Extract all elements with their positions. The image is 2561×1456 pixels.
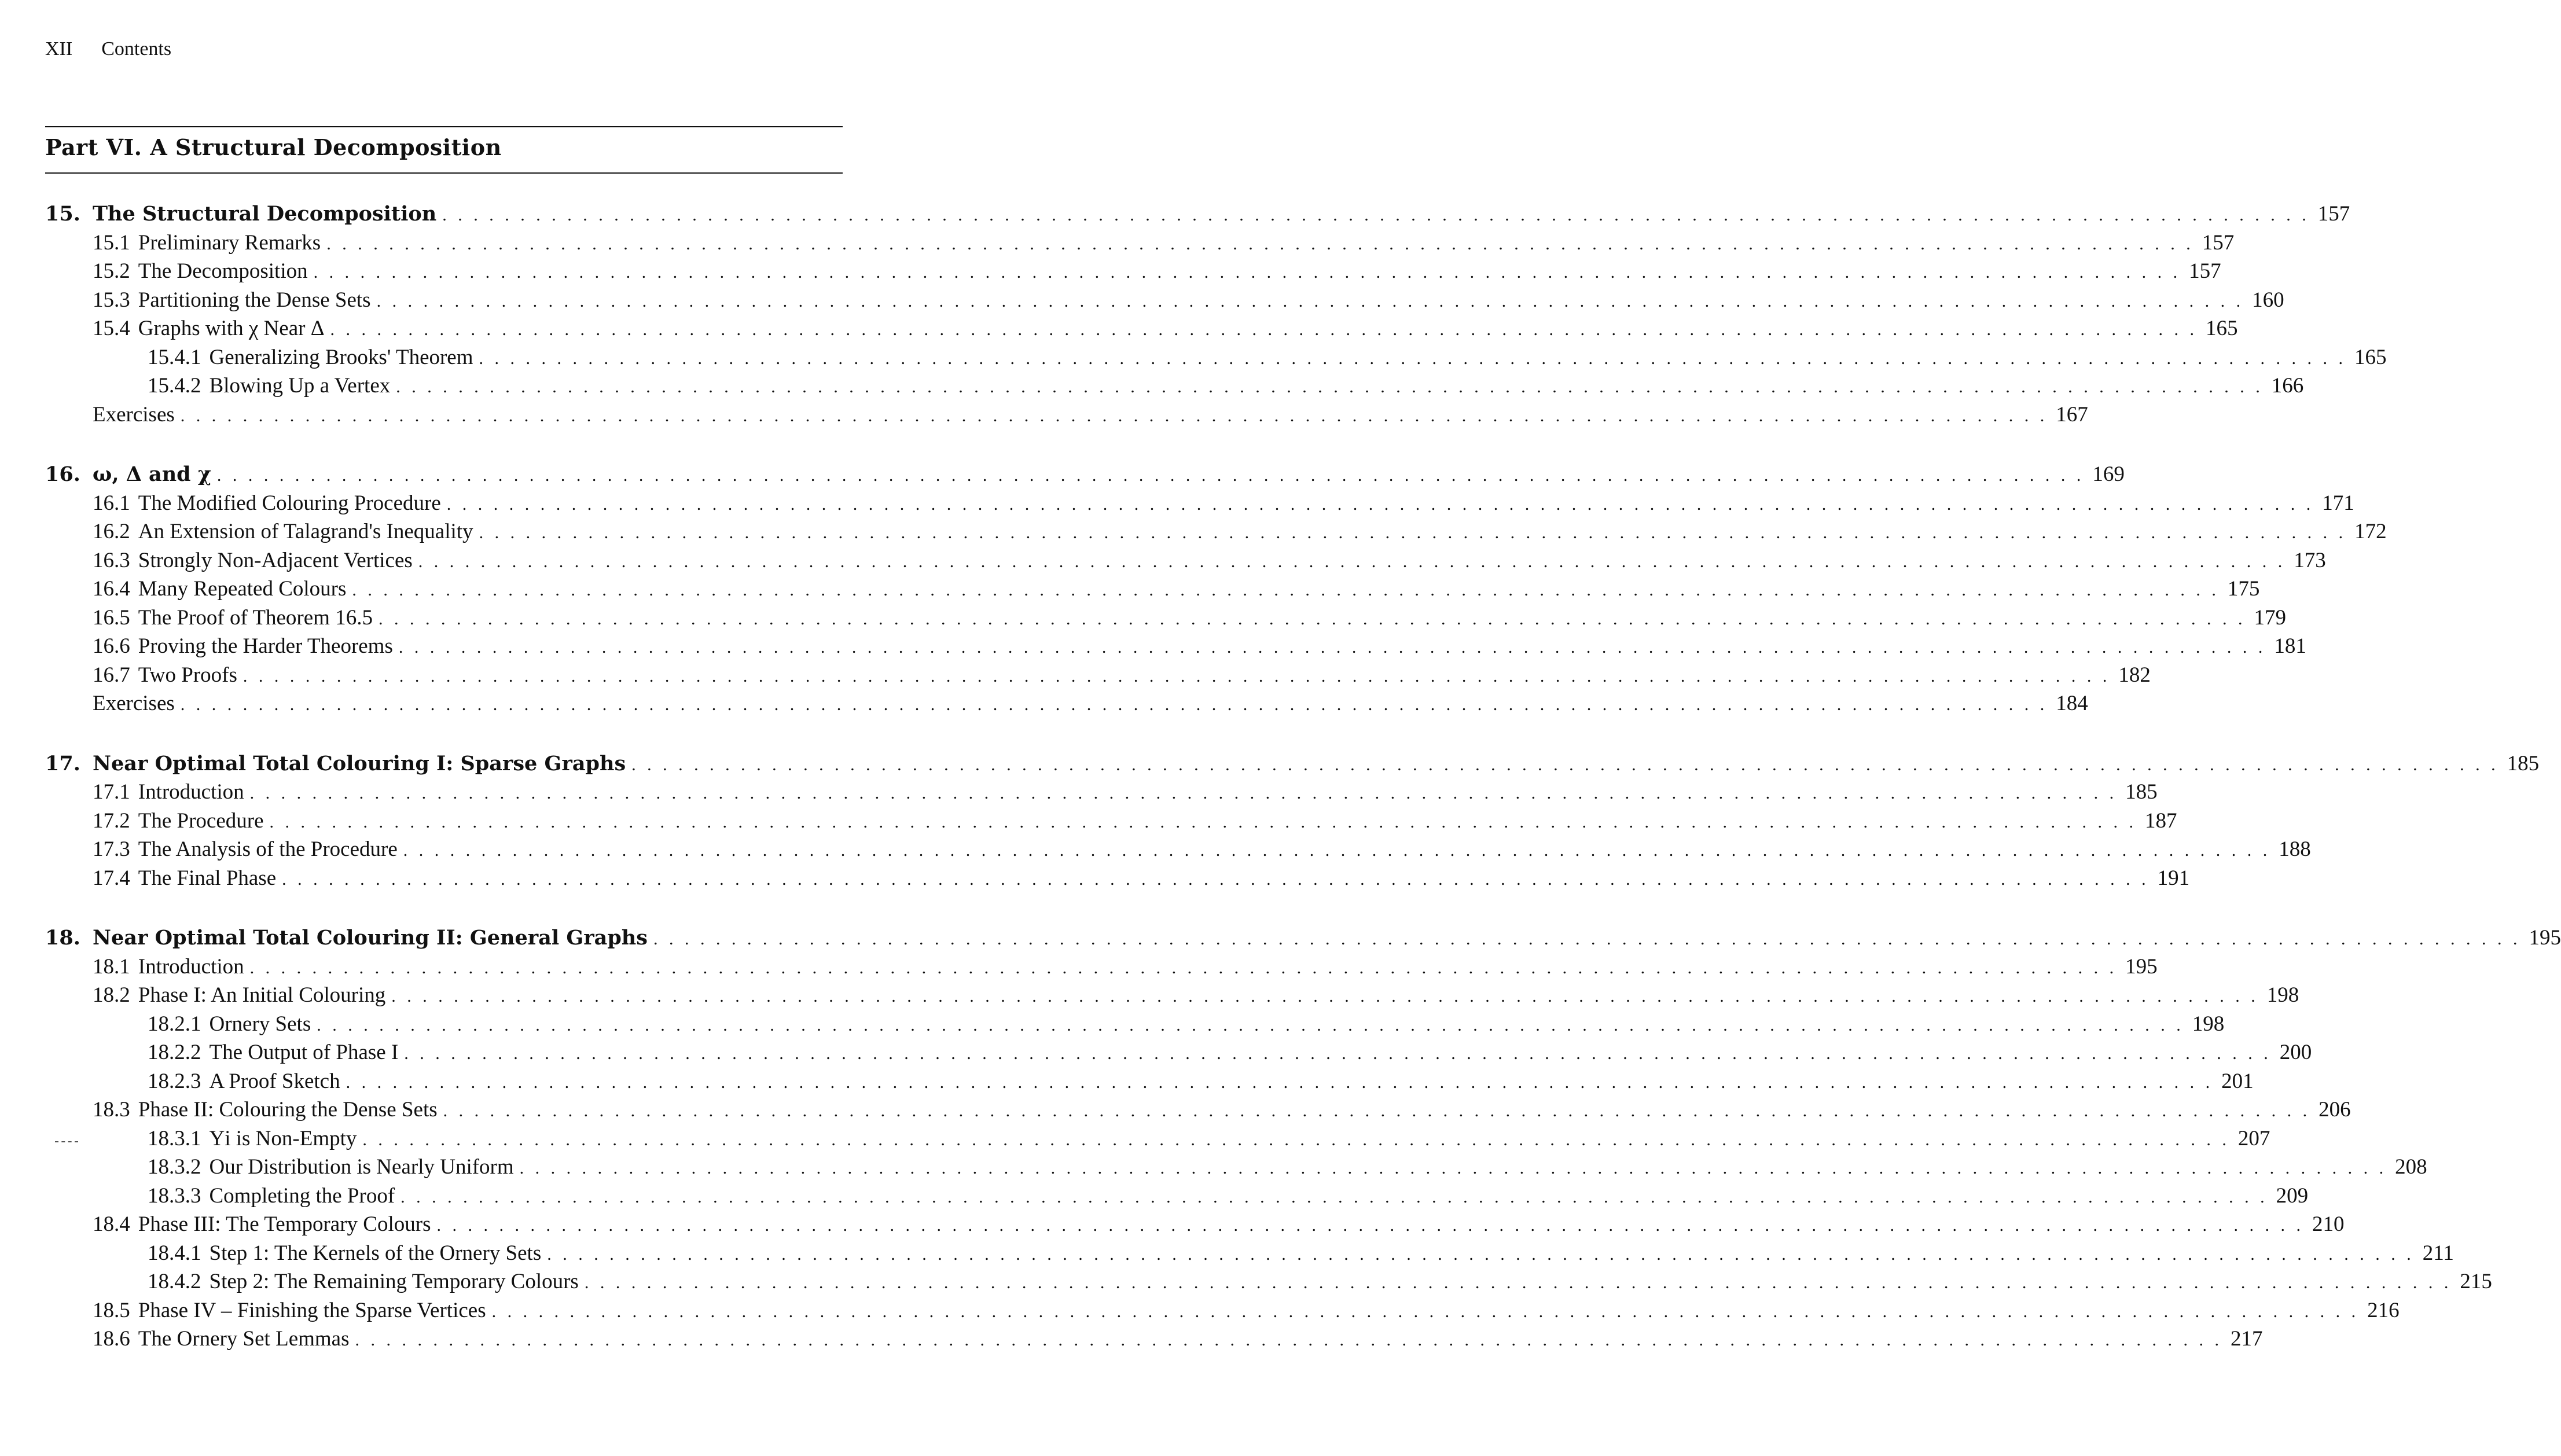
toc-section-line[interactable]: [0, 1124, 2270, 1153]
section-label: [148, 1182, 400, 1211]
toc-entry: [148, 1267, 2492, 1297]
toc-chapter-line[interactable]: [0, 460, 2125, 489]
toc-section-line[interactable]: [0, 604, 2286, 633]
section-label: [93, 807, 270, 836]
section-title: The Output of Phase I: [209, 1040, 399, 1064]
section-title: Phase I: An Initial Colouring: [138, 983, 386, 1007]
section-title: Blowing Up a Vertex: [209, 374, 391, 398]
section-label: [93, 778, 250, 807]
toc-section-line[interactable]: [0, 286, 2284, 315]
dot-leader: . . . . . . . . . . . . . . . . . . . . . . . . . . . . . . . . . . . . . . . . . . . . . . . . . . . . . . . . . . . . . . . . . . . . . . . . . . . . . . . . . . . . . . . . . . . . . . . . . . . . . . . . . . . . . . . . . . . . . . . .: [313, 263, 2181, 282]
chapter-title: Near Optimal Total Colouring II: General Graphs: [93, 926, 648, 950]
section-page: 171: [2322, 491, 2354, 515]
section-title: Two Proofs: [138, 663, 237, 687]
toc-chapter: [0, 749, 2540, 893]
toc-section-line[interactable]: [0, 807, 2177, 836]
section-title: Step 2: The Remaining Temporary Colours: [209, 1270, 579, 1293]
dot-leader: . . . . . . . . . . . . . . . . . . . . . . . . . . . . . . . . . . . . . . . . . . . . . . . . . . . . . . . . . . . . . . . . . . . . . . . . . . . . . . . . . . . . . . . . . . . . . . . . . . . . . . . . . . . . . . . . . . . . . . . .: [653, 929, 2521, 948]
section-page: 173: [2294, 548, 2326, 572]
dot-leader: . . . . . . . . . . . . . . . . . . . . . . . . . . . . . . . . . . . . . . . . . . . . . . . . . . . . . . . . . . . . . . . . . . . . . . . . . . . . . . . . . . . . . . . . . . . . . . . . . . . . . . . . . . . . . . . . . . . . . . . .: [403, 841, 2271, 860]
dot-leader: . . . . . . . . . . . . . . . . . . . . . . . . . . . . . . . . . . . . . . . . . . . . . . . . . . . . . . . . . . . . . . . . . . . . . . . . . . . . . . . . . . . . . . . . . . . . . . . . . . . . . . . . . . . . . . . . . . . . . . . .: [436, 1216, 2304, 1235]
section-title: Exercises: [93, 692, 175, 715]
part-bottom-rule: [45, 172, 843, 174]
section-label: [93, 1095, 443, 1124]
toc-entry: [93, 835, 2311, 865]
section-label: [93, 632, 399, 661]
dot-leader: . . . . . . . . . . . . . . . . . . . . . . . . . . . . . . . . . . . . . . . . . . . . . . . . . . . . . . . . . . . . . . . . . . . . . . . . . . . . . . . . . . . . . . . . . . . . . . . . . . . . . . . . . . . . . . . . . . . . . . . .: [376, 291, 2244, 311]
toc-section-line[interactable]: [0, 1010, 2225, 1039]
part-top-rule: [45, 126, 843, 127]
dot-leader: . . . . . . . . . . . . . . . . . . . . . . . . . . . . . . . . . . . . . . . . . . . . . . . . . . . . . . . . . . . . . . . . . . . . . . . . . . . . . . . . . . . . . . . . . . . . . . . . . . . . . . . . . . . . . . . . . . . . . . . .: [180, 406, 2048, 425]
section-title: Phase II: Colouring the Dense Sets: [138, 1098, 438, 1122]
section-number: 18.1: [93, 954, 130, 979]
section-label: [93, 575, 352, 604]
section-number: 15.4.2: [148, 374, 201, 398]
toc-entry: [93, 517, 2387, 547]
section-title: Generalizing Brooks' Theorem: [209, 345, 473, 369]
dot-leader: . . . . . . . . . . . . . . . . . . . . . . . . . . . . . . . . . . . . . . . . . . . . . . . . . . . . . . . . . . . . . . . . . . . . . . . . . . . . . . . . . . . . . . . . . . . . . . . . . . . . . . . . . . . . . . . . . . . . . . . .: [249, 958, 2118, 977]
dot-leader: . . . . . . . . . . . . . . . . . . . . . . . . . . . . . . . . . . . . . . . . . . . . . . . . . . . . . . . . . . . . . . . . . . . . . . . . . . . . . . . . . . . . . . . . . . . . . . . . . . . . . . . . . . . . . . . . . . . . . . . .: [180, 695, 2048, 714]
dot-leader: . . . . . . . . . . . . . . . . . . . . . . . . . . . . . . . . . . . . . . . . . . . . . . . . . . . . . . . . . . . . . . . . . . . . . . . . . . . . . . . . . . . . . . . . . . . . . . . . . . . . . . . . . . . . . . . . . . . . . . . .: [491, 1301, 2360, 1321]
section-label: [93, 546, 418, 575]
section-page: 207: [2237, 1126, 2270, 1150]
section-title: Preliminary Remarks: [138, 230, 321, 255]
section-title: Step 1: The Kernels of the Ornery Sets: [209, 1241, 542, 1265]
section-label: [93, 1296, 492, 1325]
toc-entry: [148, 1124, 2270, 1154]
section-page: 160: [2252, 288, 2284, 312]
dot-leader: . . . . . . . . . . . . . . . . . . . . . . . . . . . . . . . . . . . . . . . . . . . . . . . . . . . . . . . . . . . . . . . . . . . . . . . . . . . . . . . . . . . . . . . . . . . . . . . . . . . . . . . . . . . . . . . . . . . . . . . .: [396, 377, 2264, 396]
toc-section-line[interactable]: [0, 1210, 2345, 1239]
toc-section-line[interactable]: [0, 372, 2304, 400]
section-title: The Decomposition: [138, 259, 308, 283]
section-page: 188: [2279, 837, 2311, 861]
section-title: Υi is Non-Empty: [209, 1126, 357, 1150]
section-page: 201: [2221, 1069, 2254, 1093]
section-title: A Proof Sketch: [209, 1069, 340, 1093]
toc-entry: [93, 460, 2125, 490]
section-label: [93, 400, 181, 429]
toc-chapter-line[interactable]: [0, 924, 2561, 953]
toc-section-line[interactable]: [0, 1153, 2427, 1182]
toc-entry: [93, 953, 2158, 983]
section-title: Completing the Proof: [209, 1183, 395, 1208]
section-number: 15.4.1: [148, 345, 201, 369]
toc-chapter: [0, 924, 2561, 1354]
toc-entry: [148, 1038, 2312, 1068]
section-label: [93, 517, 479, 546]
dot-leader: . . . . . . . . . . . . . . . . . . . . . . . . . . . . . . . . . . . . . . . . . . . . . . . . . . . . . . . . . . . . . . . . . . . . . . . . . . . . . . . . . . . . . . . . . . . . . . . . . . . . . . . . . . . . . . . . . . . . . . . .: [355, 1330, 2222, 1350]
toc-entry: [93, 807, 2177, 837]
section-number: 15.4: [93, 317, 130, 340]
toc-section-line[interactable]: [0, 314, 2238, 343]
section-number: 16.3: [93, 548, 130, 572]
section-page: 185: [2125, 780, 2158, 804]
toc-entry: [93, 546, 2326, 576]
toc-entry: [148, 1010, 2225, 1040]
section-title: Ornery Sets: [209, 1012, 311, 1036]
section-number: 18.4.2: [148, 1270, 201, 1293]
toc-entry: [93, 689, 2088, 719]
section-page: 165: [2354, 345, 2387, 369]
section-page: 195: [2125, 954, 2158, 979]
toc-section-line[interactable]: [0, 1095, 2351, 1124]
section-number: 15.3: [93, 288, 130, 312]
section-label: [148, 1239, 547, 1268]
section-number: 15.2: [93, 259, 130, 283]
toc-section-line[interactable]: [0, 1038, 2312, 1067]
dot-leader: . . . . . . . . . . . . . . . . . . . . . . . . . . . . . . . . . . . . . . . . . . . . . . . . . . . . . . . . . . . . . . . . . . . . . . . . . . . . . . . . . . . . . . . . . . . . . . . . . . . . . . . . . . . . . . . . . . . . . . . .: [352, 580, 2220, 600]
toc-section-line[interactable]: [0, 661, 2151, 690]
section-label: [93, 835, 403, 864]
section-page: 208: [2395, 1155, 2427, 1179]
toc-entry: [93, 286, 2284, 316]
chapter-page: 185: [2507, 751, 2540, 775]
section-number: 18.3.1: [148, 1126, 201, 1150]
section-page: 165: [2206, 317, 2238, 340]
toc-entry: [148, 1182, 2309, 1212]
chapter-number: 16.: [45, 462, 80, 486]
toc-section-line[interactable]: [0, 953, 2158, 981]
toc-entry: [93, 924, 2561, 954]
section-label: [93, 689, 181, 718]
dot-leader: . . . . . . . . . . . . . . . . . . . . . . . . . . . . . . . . . . . . . . . . . . . . . . . . . . . . . . . . . . . . . . . . . . . . . . . . . . . . . . . . . . . . . . . . . . . . . . . . . . . . . . . . . . . . . . . . . . . . . . . .: [216, 466, 2085, 485]
section-page: 210: [2312, 1212, 2345, 1236]
section-title: The Analysis of the Procedure: [138, 837, 398, 861]
chapter-page: 195: [2529, 926, 2561, 950]
toc-section-line[interactable]: [0, 778, 2158, 807]
section-page: 211: [2422, 1241, 2454, 1265]
section-label: [148, 372, 396, 400]
toc-entry: [93, 749, 2540, 780]
toc-entry: [93, 489, 2354, 519]
dot-leader: . . . . . . . . . . . . . . . . . . . . . . . . . . . . . . . . . . . . . . . . . . . . . . . . . . . . . . . . . . . . . . . . . . . . . . . . . . . . . . . . . . . . . . . . . . . . . . . . . . . . . . . . . . . . . . . . . . . . . . . .: [317, 1015, 2184, 1035]
toc-section-line[interactable]: [0, 489, 2354, 518]
section-page: 157: [2189, 259, 2221, 283]
section-title: The Procedure: [138, 808, 264, 833]
toc-section-line[interactable]: [0, 1325, 2263, 1354]
toc-entry: [93, 257, 2221, 287]
section-title: The Modified Colouring Procedure: [138, 491, 441, 515]
section-page: 209: [2276, 1183, 2309, 1208]
section-page: 200: [2279, 1040, 2312, 1064]
section-number: 17.4: [93, 866, 130, 890]
chapter-page: 169: [2092, 462, 2125, 486]
dot-leader: . . . . . . . . . . . . . . . . . . . . . . . . . . . . . . . . . . . . . . . . . . . . . . . . . . . . . . . . . . . . . . . . . . . . . . . . . . . . . . . . . . . . . . . . . . . . . . . . . . . . . . . . . . . . . . . . . . . . . . . .: [442, 205, 2310, 225]
toc-entry: [93, 1210, 2345, 1240]
toc-entry: [148, 1153, 2427, 1183]
section-number: 15.1: [93, 230, 130, 255]
section-title: Phase IV – Finishing the Sparse Vertices: [138, 1298, 486, 1322]
toc-section-line[interactable]: [0, 1182, 2309, 1211]
toc-section-line[interactable]: [0, 981, 2299, 1010]
dot-leader: . . . . . . . . . . . . . . . . . . . . . . . . . . . . . . . . . . . . . . . . . . . . . . . . . . . . . . . . . . . . . . . . . . . . . . . . . . . . . . . . . . . . . . . . . . . . . . . . . . . . . . . . . . . . . . . . . . . . . . . .: [519, 1159, 2387, 1178]
dot-leader: . . . . . . . . . . . . . . . . . . . . . . . . . . . . . . . . . . . . . . . . . . . . . . . . . . . . . . . . . . . . . . . . . . . . . . . . . . . . . . . . . . . . . . . . . . . . . . . . . . . . . . . . . . . . . . . . . . . . . . . .: [404, 1044, 2272, 1063]
dot-leader: . . . . . . . . . . . . . . . . . . . . . . . . . . . . . . . . . . . . . . . . . . . . . . . . . . . . . . . . . . . . . . . . . . . . . . . . . . . . . . . . . . . . . . . . . . . . . . . . . . . . . . . . . . . . . . . . . . . . . . . .: [269, 812, 2137, 832]
toc-entry: [93, 604, 2286, 634]
toc-section-line[interactable]: [0, 257, 2221, 286]
section-title: Introduction: [138, 780, 244, 804]
section-page: 167: [2056, 402, 2088, 426]
toc-section-line[interactable]: [0, 632, 2306, 661]
section-number: 18.2: [93, 983, 130, 1007]
toc-entry: [93, 1296, 2400, 1326]
section-page: 181: [2274, 634, 2306, 658]
section-title: Proving the Harder Theorems: [138, 634, 393, 658]
toc-section-line[interactable]: [0, 517, 2387, 546]
toc-entry: [148, 343, 2387, 373]
dot-leader: . . . . . . . . . . . . . . . . . . . . . . . . . . . . . . . . . . . . . . . . . . . . . . . . . . . . . . . . . . . . . . . . . . . . . . . . . . . . . . . . . . . . . . . . . . . . . . . . . . . . . . . . . . . . . . . . . . . . . . . .: [362, 1130, 2230, 1149]
section-label: [148, 1067, 346, 1096]
toc-entry: [93, 314, 2238, 344]
chapter-title: ω, Δ and χ: [93, 462, 211, 486]
toc-section-line[interactable]: [0, 835, 2311, 864]
dot-leader: . . . . . . . . . . . . . . . . . . . . . . . . . . . . . . . . . . . . . . . . . . . . . . . . . . . . . . . . . . . . . . . . . . . . . . . . . . . . . . . . . . . . . . . . . . . . . . . . . . . . . . . . . . . . . . . . . . . . . . . .: [242, 666, 2111, 686]
section-number: 18.5: [93, 1298, 130, 1322]
section-page: 175: [2227, 577, 2260, 601]
toc-section-line[interactable]: [0, 229, 2235, 258]
dot-leader: . . . . . . . . . . . . . . . . . . . . . . . . . . . . . . . . . . . . . . . . . . . . . . . . . . . . . . . . . . . . . . . . . . . . . . . . . . . . . . . . . . . . . . . . . . . . . . . . . . . . . . . . . . . . . . . . . . . . . . . .: [631, 755, 2499, 774]
table-of-contents: [0, 200, 2561, 1385]
dot-leader: . . . . . . . . . . . . . . . . . . . . . . . . . . . . . . . . . . . . . . . . . . . . . . . . . . . . . . . . . . . . . . . . . . . . . . . . . . . . . . . . . . . . . . . . . . . . . . . . . . . . . . . . . . . . . . . . . . . . . . . .: [400, 1187, 2268, 1207]
toc-section-line[interactable]: [0, 1239, 2454, 1268]
section-label: [93, 314, 330, 343]
section-page: 198: [2266, 983, 2299, 1007]
dot-leader: . . . . . . . . . . . . . . . . . . . . . . . . . . . . . . . . . . . . . . . . . . . . . . . . . . . . . . . . . . . . . . . . . . . . . . . . . . . . . . . . . . . . . . . . . . . . . . . . . . . . . . . . . . . . . . . . . . . . . . . .: [479, 523, 2347, 542]
section-label: [93, 286, 377, 315]
section-page: 157: [2202, 230, 2235, 255]
section-title: The Proof of Theorem 16.5: [138, 605, 373, 630]
section-page: 187: [2145, 808, 2177, 833]
dot-leader: . . . . . . . . . . . . . . . . . . . . . . . . . . . . . . . . . . . . . . . . . . . . . . . . . . . . . . . . . . . . . . . . . . . . . . . . . . . . . . . . . . . . . . . . . . . . . . . . . . . . . . . . . . . . . . . . . . . . . . . .: [378, 609, 2246, 628]
toc-chapter-line[interactable]: [0, 749, 2540, 778]
section-title: Partitioning the Dense Sets: [138, 288, 371, 312]
section-label: [148, 1124, 362, 1153]
section-number: 16.5: [93, 605, 130, 630]
section-label: [93, 981, 391, 1010]
section-page: 215: [2460, 1270, 2492, 1293]
toc-entry: [93, 1095, 2351, 1126]
dot-leader: . . . . . . . . . . . . . . . . . . . . . . . . . . . . . . . . . . . . . . . . . . . . . . . . . . . . . . . . . . . . . . . . . . . . . . . . . . . . . . . . . . . . . . . . . . . . . . . . . . . . . . . . . . . . . . . . . . . . . . . .: [446, 494, 2314, 514]
toc-section-line[interactable]: [0, 575, 2260, 604]
section-label: [93, 953, 250, 981]
section-label: [93, 1325, 355, 1354]
section-number: 17.3: [93, 837, 130, 861]
chapter-title: Near Optimal Total Colouring I: Sparse Graphs: [93, 751, 626, 775]
section-page: 191: [2157, 866, 2190, 890]
toc-entry: [93, 1325, 2263, 1355]
section-number: 18.3: [93, 1098, 130, 1122]
toc-entry: [93, 661, 2151, 691]
toc-section-line[interactable]: [0, 1267, 2492, 1296]
page-number: XII: [45, 38, 73, 60]
section-number: 18.2.2: [148, 1040, 201, 1064]
section-label: [93, 1210, 436, 1239]
section-label: [148, 343, 479, 372]
section-page: 172: [2354, 520, 2387, 543]
section-label: [93, 604, 379, 633]
toc-section-line[interactable]: [0, 400, 2088, 429]
section-number: 16.1: [93, 491, 130, 515]
toc-entry: [93, 632, 2306, 662]
section-label: [93, 257, 314, 286]
toc-entry: [93, 229, 2235, 259]
toc-entry: [93, 200, 2350, 230]
toc-chapter-line[interactable]: [0, 200, 2350, 229]
running-head: [45, 38, 171, 60]
toc-chapter: [0, 460, 2387, 718]
dot-leader: . . . . . . . . . . . . . . . . . . . . . . . . . . . . . . . . . . . . . . . . . . . . . . . . . . . . . . . . . . . . . . . . . . . . . . . . . . . . . . . . . . . . . . . . . . . . . . . . . . . . . . . . . . . . . . . . . . . . . . . .: [418, 551, 2286, 571]
toc-section-line[interactable]: [0, 1067, 2254, 1096]
section-label: [93, 489, 447, 518]
chapter-title: The Structural Decomposition: [93, 202, 437, 226]
toc-entry: [148, 372, 2304, 402]
dot-leader: . . . . . . . . . . . . . . . . . . . . . . . . . . . . . . . . . . . . . . . . . . . . . . . . . . . . . . . . . . . . . . . . . . . . . . . . . . . . . . . . . . . . . . . . . . . . . . . . . . . . . . . . . . . . . . . . . . . . . . . .: [398, 638, 2266, 657]
section-number: 18.3.2: [148, 1155, 201, 1179]
dot-leader: . . . . . . . . . . . . . . . . . . . . . . . . . . . . . . . . . . . . . . . . . . . . . . . . . . . . . . . . . . . . . . . . . . . . . . . . . . . . . . . . . . . . . . . . . . . . . . . . . . . . . . . . . . . . . . . . . . . . . . . .: [391, 987, 2259, 1006]
toc-entry: [93, 864, 2190, 894]
margin-mark: [55, 1141, 78, 1142]
running-title: Contents: [101, 38, 172, 60]
toc-entry: [93, 778, 2158, 808]
section-page: 217: [2231, 1327, 2263, 1351]
dot-leader: . . . . . . . . . . . . . . . . . . . . . . . . . . . . . . . . . . . . . . . . . . . . . . . . . . . . . . . . . . . . . . . . . . . . . . . . . . . . . . . . . . . . . . . . . . . . . . . . . . . . . . . . . . . . . . . . . . . . . . . .: [346, 1072, 2214, 1092]
dot-leader: . . . . . . . . . . . . . . . . . . . . . . . . . . . . . . . . . . . . . . . . . . . . . . . . . . . . . . . . . . . . . . . . . . . . . . . . . . . . . . . . . . . . . . . . . . . . . . . . . . . . . . . . . . . . . . . . . . . . . . . .: [584, 1273, 2452, 1292]
toc-section-line[interactable]: [0, 343, 2387, 372]
section-number: 18.4.1: [148, 1241, 201, 1265]
toc-entry: [148, 1239, 2454, 1269]
section-label: [93, 229, 326, 258]
toc-section-line[interactable]: [0, 689, 2088, 718]
dot-leader: . . . . . . . . . . . . . . . . . . . . . . . . . . . . . . . . . . . . . . . . . . . . . . . . . . . . . . . . . . . . . . . . . . . . . . . . . . . . . . . . . . . . . . . . . . . . . . . . . . . . . . . . . . . . . . . . . . . . . . . .: [282, 869, 2150, 889]
section-title: Graphs with χ Near Δ: [138, 317, 325, 340]
toc-entry: [148, 1067, 2254, 1097]
section-page: 198: [2192, 1012, 2225, 1036]
section-title: An Extension of Talagrand's Inequality: [138, 520, 473, 543]
section-label: [93, 661, 243, 690]
chapter-number: 15.: [45, 202, 80, 226]
section-title: Introduction: [138, 954, 244, 979]
toc-entry: [93, 981, 2299, 1011]
dot-leader: . . . . . . . . . . . . . . . . . . . . . . . . . . . . . . . . . . . . . . . . . . . . . . . . . . . . . . . . . . . . . . . . . . . . . . . . . . . . . . . . . . . . . . . . . . . . . . . . . . . . . . . . . . . . . . . . . . . . . . . .: [326, 234, 2194, 253]
section-title: The Final Phase: [138, 866, 277, 890]
section-title: The Ornery Set Lemmas: [138, 1327, 350, 1351]
dot-leader: . . . . . . . . . . . . . . . . . . . . . . . . . . . . . . . . . . . . . . . . . . . . . . . . . . . . . . . . . . . . . . . . . . . . . . . . . . . . . . . . . . . . . . . . . . . . . . . . . . . . . . . . . . . . . . . . . . . . . . . .: [330, 320, 2198, 339]
section-number: 18.3.3: [148, 1183, 201, 1208]
chapter-page: 157: [2317, 202, 2350, 226]
section-number: 18.4: [93, 1212, 130, 1236]
chapter-number: 18.: [45, 926, 80, 950]
section-page: 166: [2271, 374, 2304, 398]
section-number: 18.2.1: [148, 1012, 201, 1036]
section-page: 184: [2056, 692, 2088, 715]
dot-leader: . . . . . . . . . . . . . . . . . . . . . . . . . . . . . . . . . . . . . . . . . . . . . . . . . . . . . . . . . . . . . . . . . . . . . . . . . . . . . . . . . . . . . . . . . . . . . . . . . . . . . . . . . . . . . . . . . . . . . . . .: [249, 784, 2118, 803]
section-label: [148, 1038, 404, 1067]
dot-leader: . . . . . . . . . . . . . . . . . . . . . . . . . . . . . . . . . . . . . . . . . . . . . . . . . . . . . . . . . . . . . . . . . . . . . . . . . . . . . . . . . . . . . . . . . . . . . . . . . . . . . . . . . . . . . . . . . . . . . . . .: [547, 1244, 2415, 1264]
section-number: 16.6: [93, 634, 130, 658]
section-number: 16.4: [93, 577, 130, 601]
toc-section-line[interactable]: [0, 864, 2190, 893]
section-label: [148, 1267, 585, 1296]
section-page: 206: [2319, 1098, 2351, 1122]
toc-entry: [93, 400, 2088, 431]
section-title: Our Distribution is Nearly Uniform: [209, 1155, 514, 1179]
section-title: Exercises: [93, 402, 175, 426]
toc-chapter: [0, 200, 2387, 429]
section-page: 182: [2118, 663, 2151, 687]
section-label: [148, 1153, 520, 1182]
section-page: 216: [2367, 1298, 2400, 1322]
section-label: [148, 1010, 317, 1039]
section-number: 18.2.3: [148, 1069, 201, 1093]
section-title: Phase III: The Temporary Colours: [138, 1212, 431, 1236]
chapter-number: 17.: [45, 751, 80, 775]
part-title: Part VI. A Structural Decomposition: [45, 134, 502, 160]
section-number: 18.6: [93, 1327, 130, 1351]
toc-section-line[interactable]: [0, 546, 2326, 575]
dot-leader: . . . . . . . . . . . . . . . . . . . . . . . . . . . . . . . . . . . . . . . . . . . . . . . . . . . . . . . . . . . . . . . . . . . . . . . . . . . . . . . . . . . . . . . . . . . . . . . . . . . . . . . . . . . . . . . . . . . . . . . .: [443, 1101, 2311, 1120]
section-label: [93, 864, 282, 893]
section-page: 179: [2254, 605, 2286, 630]
toc-section-line[interactable]: [0, 1296, 2400, 1325]
section-number: 16.2: [93, 520, 130, 543]
section-number: 17.2: [93, 808, 130, 833]
section-number: 17.1: [93, 780, 130, 804]
section-title: Strongly Non-Adjacent Vertices: [138, 548, 413, 572]
toc-entry: [93, 575, 2260, 605]
dot-leader: . . . . . . . . . . . . . . . . . . . . . . . . . . . . . . . . . . . . . . . . . . . . . . . . . . . . . . . . . . . . . . . . . . . . . . . . . . . . . . . . . . . . . . . . . . . . . . . . . . . . . . . . . . . . . . . . . . . . . . . .: [479, 348, 2347, 368]
section-title: Many Repeated Colours: [138, 577, 347, 601]
section-number: 16.7: [93, 663, 130, 687]
